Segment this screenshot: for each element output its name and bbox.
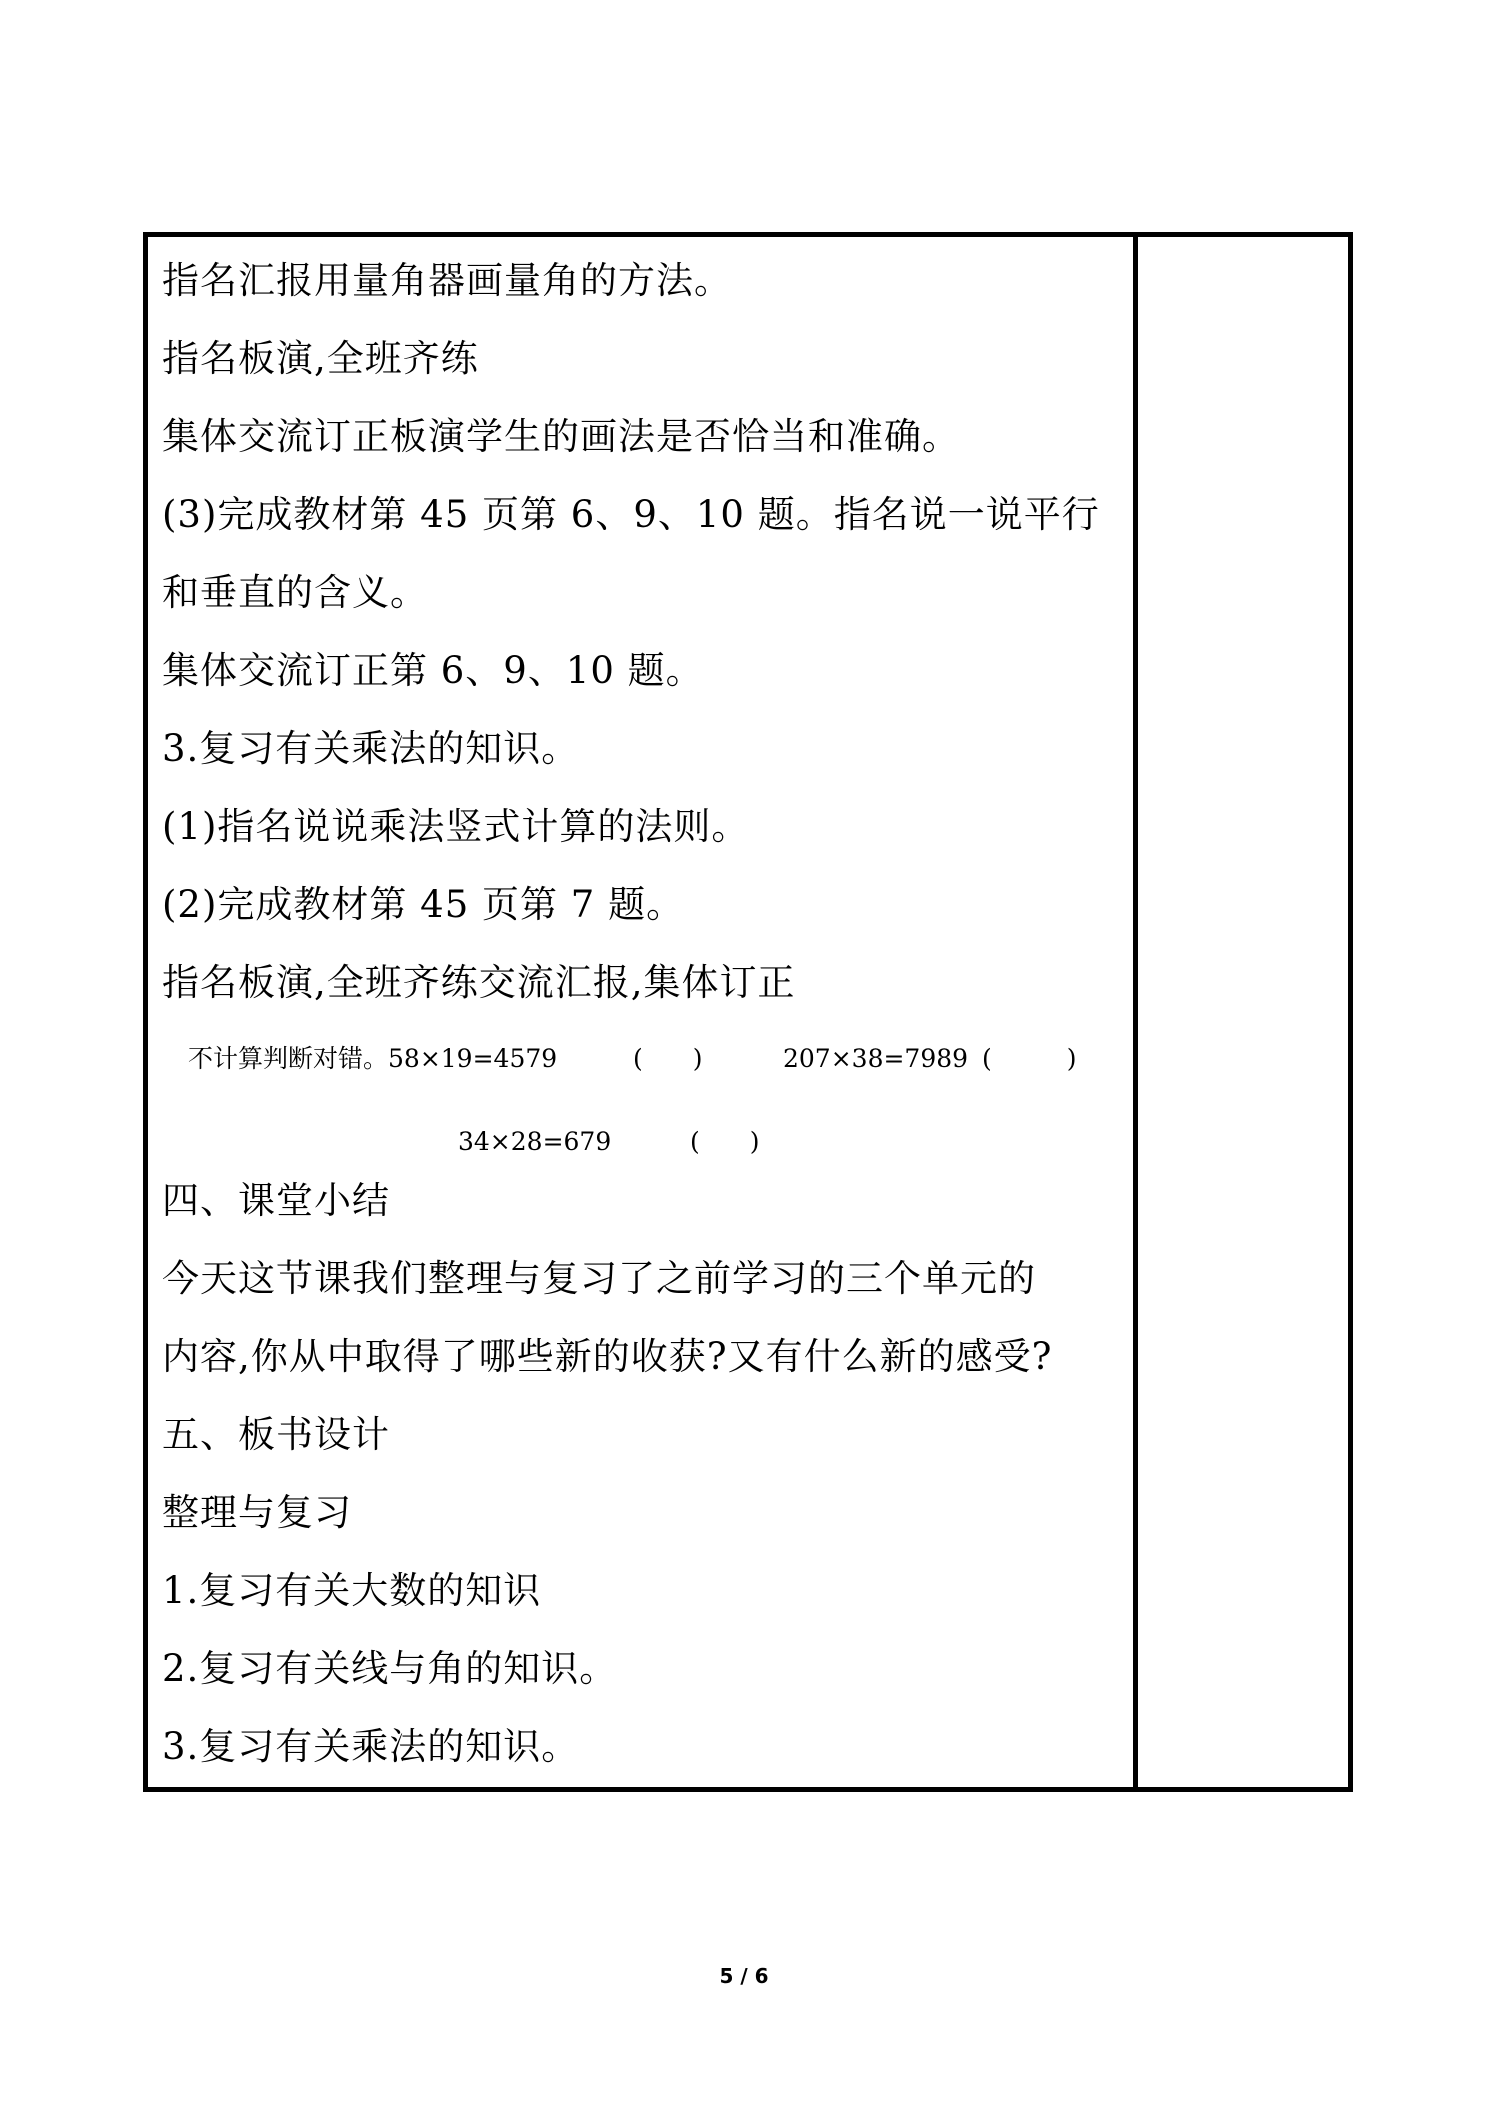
- exercise-prefix: 不计算判断对错。: [188, 1044, 389, 1073]
- text-line: 集体交流订正第 6、9、10 题。: [162, 649, 704, 692]
- text-line: 指名板演,全班齐练交流汇报,集体订正: [162, 961, 796, 1004]
- lesson-content-cell: [148, 237, 1133, 1787]
- text-line: 指名汇报用量角器画量角的方法。: [162, 259, 732, 302]
- text-line: 今天这节课我们整理与复习了之前学习的三个单元的: [162, 1257, 1036, 1300]
- text-line: 和垂直的含义。: [162, 571, 428, 614]
- text-line: 3.复习有关乘法的知识。: [162, 727, 580, 770]
- text-line: (2)完成教材第 45 页第 7 题。: [162, 883, 685, 926]
- text-line: 1.复习有关大数的知识: [162, 1569, 542, 1612]
- text-line: 整理与复习: [162, 1491, 352, 1534]
- section-heading: 四、课堂小结: [162, 1179, 390, 1222]
- text-line: (1)指名说说乘法竖式计算的法则。: [162, 805, 750, 848]
- exercise-paren-3: ( ): [690, 1127, 760, 1156]
- exercise-line-1: [188, 1044, 557, 1074]
- page-number: 5 / 6: [719, 1964, 769, 1988]
- exercise-item-3: 34×28=679: [458, 1127, 612, 1156]
- text-line: 2.复习有关线与角的知识。: [162, 1647, 618, 1690]
- exercise-paren-1: ( ): [633, 1044, 703, 1073]
- text-line: 3.复习有关乘法的知识。: [162, 1725, 580, 1768]
- lesson-table: [143, 232, 1353, 1792]
- text-line: 指名板演,全班齐练: [162, 337, 479, 380]
- exercise-paren-2: ( ): [982, 1044, 1077, 1073]
- text-line: (3)完成教材第 45 页第 6、9、10 题。指名说一说平行: [162, 493, 1100, 536]
- section-heading: 五、板书设计: [162, 1413, 390, 1456]
- exercise-item-1: 58×19=4579: [388, 1044, 558, 1073]
- exercise-item-2: 207×38=7989: [783, 1044, 969, 1073]
- text-line: 内容,你从中取得了哪些新的收获?又有什么新的感受?: [162, 1335, 1053, 1378]
- text-line: 集体交流订正板演学生的画法是否恰当和准确。: [162, 415, 960, 458]
- notes-cell: [1138, 237, 1348, 1787]
